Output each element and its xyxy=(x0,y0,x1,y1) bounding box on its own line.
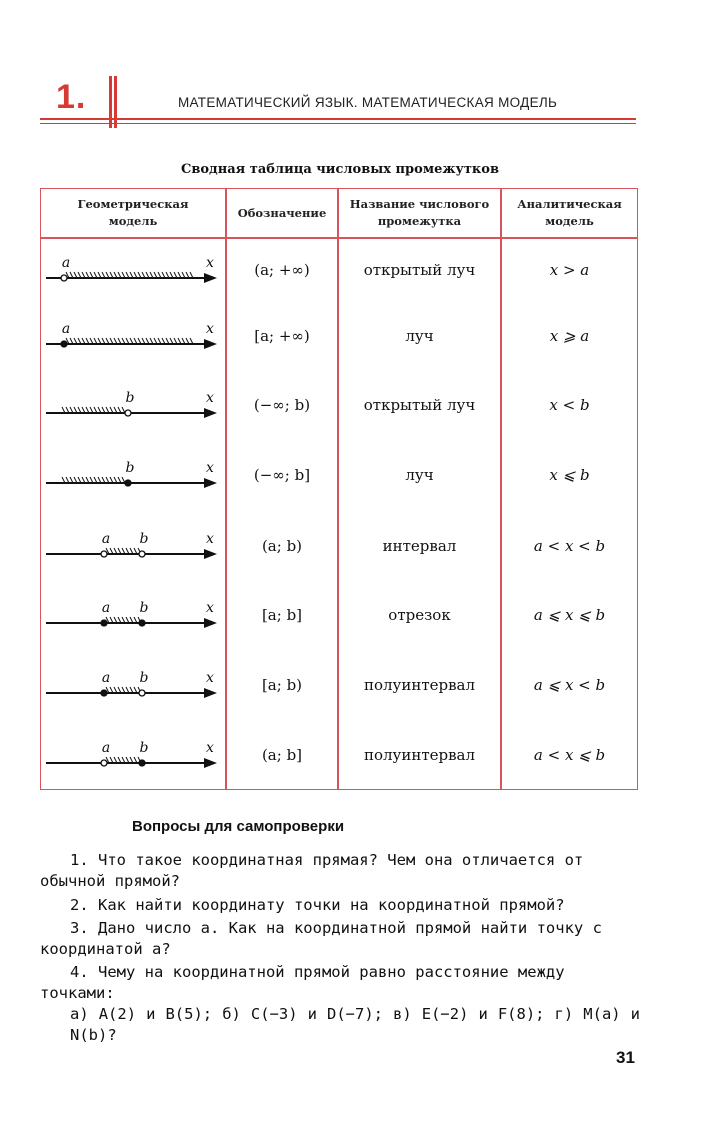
interval-name-cell: полуинтервал xyxy=(363,676,476,694)
axis-arrow xyxy=(204,273,217,283)
page-number: 31 xyxy=(616,1048,635,1067)
point-label: x xyxy=(206,740,214,756)
open-point xyxy=(61,275,67,281)
point-label: x xyxy=(206,390,214,406)
point-label: b xyxy=(125,390,135,406)
table-header-divider xyxy=(40,237,638,239)
point-label: x xyxy=(206,531,214,547)
section-heading: Вопросы для самопроверки xyxy=(132,818,345,835)
header-rule-bottom xyxy=(40,123,636,124)
number-line xyxy=(44,663,222,703)
question-3: 3. Дано число a. Как на координатной прямой найти точку с координатой a? xyxy=(40,919,602,958)
header-title: МАТЕМАТИЧЕСКИЙ ЯЗЫК. МАТЕМАТИЧЕСКАЯ МОДЕЛЬ xyxy=(178,95,558,110)
question-2: 2. Как найти координату точки на координатной прямой? xyxy=(70,896,565,914)
axis-arrow xyxy=(204,478,217,488)
open-point xyxy=(125,410,131,416)
interval-name-cell: открытый луч xyxy=(363,396,476,414)
notation-cell: [a; b] xyxy=(261,606,303,624)
point-label: x xyxy=(206,600,214,616)
axis-arrow xyxy=(204,618,217,628)
closed-point xyxy=(125,480,131,486)
analytic-model-cell: a < x < b xyxy=(533,537,606,555)
notation-cell: (−∞; b) xyxy=(253,396,311,414)
point-label: b xyxy=(125,460,135,476)
open-point xyxy=(139,551,145,557)
interval-name-cell: луч xyxy=(405,327,434,345)
question-4: 4. Чему на координатной прямой равно расстояние между точками: а) A(2) и B(5); б) C(−3) и D(−7); в) E(−2) и F(8); г) M(a) и N(b)? xyxy=(40,963,640,1044)
point-label: b xyxy=(139,670,149,686)
axis-arrow xyxy=(204,408,217,418)
closed-point xyxy=(101,690,107,696)
number-line xyxy=(44,383,222,423)
header-rule-top xyxy=(40,118,636,120)
interval-name-cell: отрезок xyxy=(388,606,451,624)
open-point xyxy=(101,760,107,766)
number-line xyxy=(44,248,222,288)
interval-name-cell: интервал xyxy=(382,537,457,555)
point-label: b xyxy=(139,740,149,756)
header-analytic: Аналитическая модель xyxy=(517,197,622,228)
notation-cell: [a; b) xyxy=(261,676,303,694)
closed-point xyxy=(101,620,107,626)
axis-arrow xyxy=(204,688,217,698)
point-label: b xyxy=(139,600,149,616)
axis-arrow xyxy=(204,339,217,349)
open-point xyxy=(101,551,107,557)
analytic-model-cell: a ⩽ x ⩽ b xyxy=(533,606,606,624)
point-label: x xyxy=(206,670,214,686)
open-point xyxy=(139,690,145,696)
point-label: a xyxy=(101,740,111,756)
notation-cell: (−∞; b] xyxy=(253,466,311,484)
point-label: a xyxy=(101,600,111,616)
header-bar-right xyxy=(114,76,117,128)
notation-cell: (a; b) xyxy=(261,537,303,555)
analytic-model-cell: x ⩽ b xyxy=(549,466,590,484)
header-bar-left xyxy=(109,76,112,128)
point-label: a xyxy=(101,670,111,686)
question-1: 1. Что такое координатная прямая? Чем она отличается от обычной прямой? xyxy=(40,851,584,890)
notation-cell: [a; +∞) xyxy=(254,327,310,345)
header-name: Название числового промежутка xyxy=(349,197,490,228)
interval-name-cell: полуинтервал xyxy=(363,746,476,764)
point-label: b xyxy=(139,531,149,547)
point-label: a xyxy=(61,321,71,337)
analytic-model-cell: x > a xyxy=(549,261,590,279)
point-label: x xyxy=(206,255,214,271)
point-label: x xyxy=(206,460,214,476)
analytic-model-cell: a ⩽ x < b xyxy=(533,676,606,694)
closed-point xyxy=(139,760,145,766)
interval-name-cell: открытый луч xyxy=(363,261,476,279)
table-title: Сводная таблица числовых промежутков xyxy=(181,162,499,177)
closed-point xyxy=(139,620,145,626)
notation-cell: (a; +∞) xyxy=(254,261,310,279)
number-line xyxy=(44,593,222,633)
closed-point xyxy=(61,341,67,347)
point-label: a xyxy=(61,255,71,271)
chapter-dot: . xyxy=(75,78,87,116)
analytic-model-cell: x ⩾ a xyxy=(549,327,590,345)
notation-cell: (a; b] xyxy=(261,746,303,764)
axis-arrow xyxy=(204,549,217,559)
number-line xyxy=(44,733,222,773)
point-label: x xyxy=(206,321,214,337)
analytic-model-cell: a < x ⩽ b xyxy=(533,746,606,764)
point-label: a xyxy=(101,531,111,547)
header-notation: Обозначение xyxy=(237,206,327,220)
axis-arrow xyxy=(204,758,217,768)
interval-name-cell: луч xyxy=(405,466,434,484)
number-line xyxy=(44,314,222,354)
analytic-model-cell: x < b xyxy=(549,396,590,414)
number-line xyxy=(44,524,222,564)
chapter-number: 1. xyxy=(56,78,87,116)
header-geometric: Геометрическая модель xyxy=(77,197,189,228)
number-line xyxy=(44,453,222,493)
